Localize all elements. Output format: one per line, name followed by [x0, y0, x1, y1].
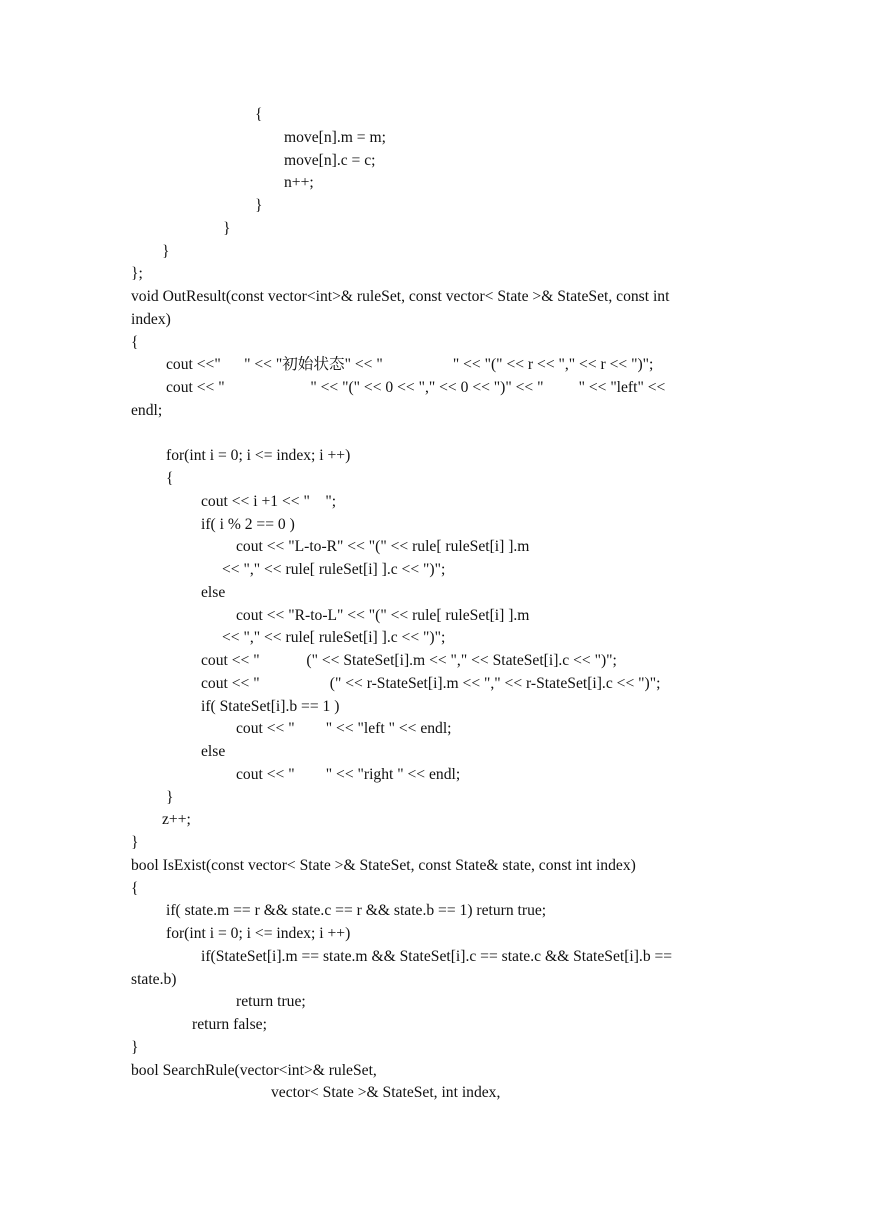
code-line: return false;	[192, 1016, 267, 1033]
code-line	[131, 423, 743, 446]
code-line: }	[255, 197, 263, 214]
code-line: index)	[131, 310, 171, 328]
code-line: bool IsExist(const vector< State >& StateSet, const State& state, const int index)	[131, 856, 636, 874]
code-line: bool SearchRule(vector<int>& ruleSet,	[131, 1061, 377, 1079]
code-line: else	[201, 743, 226, 760]
code-line: move[n].m = m;	[284, 128, 386, 146]
code-line: cout << " " << "right " << endl;	[236, 765, 461, 783]
code-line: }	[223, 219, 231, 237]
code-line: cout <<" " << "初始状态" << " " << "(" << r << "," << r << ")";	[166, 356, 654, 374]
code-line: for(int i = 0; i <= index; i ++)	[166, 925, 351, 942]
code-line: {	[255, 106, 263, 123]
code-line: }	[131, 1038, 139, 1056]
code-line: z++;	[162, 811, 191, 829]
code-line: << "," << rule[ ruleSet[i] ].c << ")";	[222, 629, 446, 647]
code-line: cout << "L-to-R" << "(" << rule[ ruleSet[i] ].m	[236, 538, 530, 556]
code-line: if( state.m == r && state.c == r && state.b == 1) return true;	[166, 902, 547, 920]
code-line: {	[131, 879, 139, 897]
code-listing	[131, 104, 743, 1105]
code-line: if( i % 2 == 0 )	[201, 515, 295, 533]
code-line: cout << " " << "left " << endl;	[236, 720, 452, 738]
code-line: {	[131, 333, 139, 351]
code-line: cout << " " << "(" << 0 << "," << 0 << ")" << " " << "left" <<	[166, 379, 666, 396]
code-line: move[n].c = c;	[284, 151, 376, 169]
code-line: cout << " (" << r-StateSet[i].m << "," << r-StateSet[i].c << ")";	[201, 674, 661, 692]
code-line: }	[166, 788, 174, 806]
code-line: endl;	[131, 401, 163, 419]
code-line: cout << "R-to-L" << "(" << rule[ ruleSet[i] ].m	[236, 606, 530, 624]
code-line: cout << i +1 << " ";	[201, 492, 337, 510]
code-line: if(StateSet[i].m == state.m && StateSet[i].c == state.c && StateSet[i].b ==	[201, 947, 673, 965]
code-line: {	[166, 470, 174, 487]
code-line: return true;	[236, 993, 306, 1011]
code-line: };	[131, 265, 143, 283]
code-line: for(int i = 0; i <= index; i ++)	[166, 447, 351, 465]
code-line: if( StateSet[i].b == 1 )	[201, 697, 340, 715]
code-line: state.b)	[131, 970, 177, 988]
code-line: n++;	[284, 174, 314, 192]
code-line: cout << " (" << StateSet[i].m << "," << StateSet[i].c << ")";	[201, 652, 617, 669]
code-line: }	[131, 834, 139, 851]
code-line: }	[162, 242, 170, 260]
code-line: else	[201, 583, 226, 601]
code-line: vector< State >& StateSet, int index,	[271, 1084, 501, 1102]
code-line: void OutResult(const vector<int>& ruleSet, const vector< State >& StateSet, const int	[131, 288, 670, 305]
code-line: << "," << rule[ ruleSet[i] ].c << ")";	[222, 561, 446, 578]
